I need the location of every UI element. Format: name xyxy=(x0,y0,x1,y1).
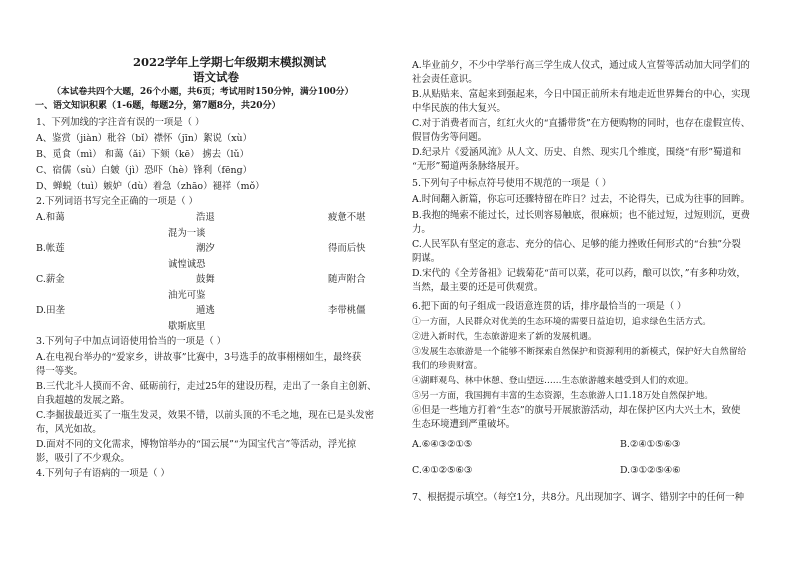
q1-option-a: A、鉴赏（jiàn）秕谷（bǐ）襟怀（jīn）絮说（xù） xyxy=(36,133,252,144)
q5-option-b-line2: 力。 xyxy=(412,224,431,235)
q3-option-d-line2: 影，吸引了不少观众。 xyxy=(36,453,130,464)
q4-option-c-line2: 假冒伪劣等问题。 xyxy=(412,132,488,143)
q3-option-b-line1: B.三代北斗人摸而不舍、砥砺前行，走过25年的建设历程，走出了一条自主创新、 xyxy=(36,381,377,392)
q6-sentence-2: ②进入新时代，生态旅游迎来了新的发展机遇。 xyxy=(412,332,597,342)
q6-sentence-6-line1: ⑥但是一些地方打着“生态”的旗号开展旅游活动，却在保护区内大兴土木，致使 xyxy=(412,405,741,416)
q5-option-a: A.时间翻入新篇，你忘可还骤特留在昨日？过去，不论得失，已成为往事的回眸。 xyxy=(412,194,750,205)
q2-d-word1: D.田垄 xyxy=(36,305,65,316)
q6-sentence-1: ①一方面，人民群众对优美的生态环境的需要日益迫切，追求绿色生活方式。 xyxy=(412,317,712,327)
q2-a-word2: 浩退 xyxy=(196,212,215,223)
q2-c-word1: C.薪金 xyxy=(36,274,65,285)
q3-option-c-line2: 布，风光如故。 xyxy=(36,424,102,435)
q2-c-word3: 随声附合 xyxy=(328,274,366,285)
q3-option-b-line2: 自我超越的发展之路。 xyxy=(36,395,130,406)
q4-option-a-line2: 社会责任意识。 xyxy=(412,74,478,85)
q2-d-word2: 遁逃 xyxy=(196,305,215,316)
q2-a-word1: A.和蔼 xyxy=(36,212,65,223)
q2-d-word3: 李带桃僵 xyxy=(328,305,366,316)
q6-option-d: D.③①②⑤④⑥ xyxy=(620,465,681,476)
q1-option-b: B、觅食（mì） 和蔼（ǎi）下颏（kē） 掳去（lǔ） xyxy=(36,149,249,160)
q2-c-word4: 油光可鉴 xyxy=(168,290,206,301)
q2-c-word2: 鼓舞 xyxy=(196,274,215,285)
q5-stem: 5.下列句子中标点符号使用不规范的一项是（ ） xyxy=(412,178,612,189)
q2-b-word4: 诚惶诚恐 xyxy=(168,259,206,270)
q6-option-c: C.④①②⑤⑥③ xyxy=(412,465,473,476)
q6-option-b: B.②④①⑤⑥③ xyxy=(620,439,681,450)
q1-stem: 1、下列加线的字注音有误的一项是（ ） xyxy=(36,117,205,128)
exam-subtitle: 语文试卷 xyxy=(193,70,239,84)
q2-a-word3: 疲惫不堪 xyxy=(328,212,366,223)
q5-option-b-line1: B.我抱的绳索不能过长，过长则容易触底，很麻烦；也不能过短，过短则沉，更费 xyxy=(412,210,750,221)
q6-sentence-5: ⑤另一方面，我国拥有丰富的生态资源，生态旅游人口1.18万处自然保护地。 xyxy=(412,391,714,401)
q6-sentence-3-line1: ③发展生态旅游是一个能够不断探索自然保护和资源利用的新模式，保护好大自然留给 xyxy=(412,347,747,357)
q5-option-d-line1: D.宋代的《全芳备祖》记载菊花“苗可以菜，花可以药，酿可以饮，”有多种功效， xyxy=(412,268,746,279)
q7-stem: 7、根据提示填空。（每空1分，共8分。凡出现加字、调字、错别字中的任何一种 xyxy=(412,492,744,503)
exam-title: 2022学年上学期七年级期末模拟测试 xyxy=(133,55,327,69)
section-heading: 一、语文知识积累（1-6题，每题2分，第7题8分，共20分） xyxy=(35,101,281,111)
q4-option-c-line1: C.对于消费者而言，红红火火的“直播带货”在方便购物的同时，也存在虚假宣传、 xyxy=(412,118,751,129)
q6-sentence-6-line2: 生态环境遭到严重破坏。 xyxy=(412,419,516,430)
q2-d-word4: 歇斯底里 xyxy=(168,321,206,332)
q2-stem: 2.下列词语书写完全正确的一项是（ ） xyxy=(36,196,198,207)
exam-note: （本试卷共四个大题，26个小题，共6页；考试用时150分钟，满分100分） xyxy=(52,87,354,97)
q4-option-b-line1: B.从贴贴来、富起来到强起来，今日中国正前所未有地走近世界舞台的中心，实现 xyxy=(412,89,750,100)
q3-option-c-line1: C.李掘拔最近买了一瓶生发灵，效果不错，以前头顶的不毛之地，现在已是头发密 xyxy=(36,410,374,421)
q6-sentence-4: ④湖畔观鸟、林中休憩、登山望远……生态旅游越来越受到人们的欢迎。 xyxy=(412,376,694,386)
q4-option-d-line2: “无形”蜀道两条脉络展开。 xyxy=(412,161,525,172)
q1-option-c: C、宿儒（sù）白皴（jì）恐吓（hè）锋利（fēng） xyxy=(36,165,252,176)
q1-option-d: D、蝉蜕（tuì）嫉妒（dù）着急（zhāo）褪祥（mǒ） xyxy=(36,181,265,192)
q6-option-a: A.⑥④③②①⑤ xyxy=(412,439,473,450)
q3-option-a-line2: 得一等奖。 xyxy=(36,366,83,377)
q6-stem: 6.把下面的句子组成一段语意连贯的话，排序最恰当的一项是（ ） xyxy=(412,301,687,312)
q4-option-d-line1: D.纪录片《爱涵风流》从人文、历史、自然、现实几个维度，围绕“有形”蜀道和 xyxy=(412,147,742,158)
q3-option-a-line1: A.在电视台举办的“爱家乡，讲故事”比赛中，3号选手的故事栩栩如生，最终获 xyxy=(36,352,362,363)
q2-b-word1: B.帐莲 xyxy=(36,243,65,254)
q3-stem: 3.下列句子中加点词语使用恰当的一项是（ ） xyxy=(36,336,227,347)
q2-a-word4: 混为一谈 xyxy=(168,228,206,239)
q4-option-b-line2: 中华民族的伟大复兴。 xyxy=(412,103,506,114)
q5-option-c-line2: 阴谋。 xyxy=(412,253,441,264)
q5-option-d-line2: 当然，最主要的还是可供观赏。 xyxy=(412,282,544,293)
q4-option-a-line1: A.毕业前夕，不少中学举行高三学生成人仪式，通过成人宣誓等活动加大同学们的 xyxy=(412,60,750,71)
q6-sentence-3-line2: 我们的珍贵财富。 xyxy=(412,361,483,371)
q3-option-d-line1: D.面对不同的文化需求，博物馆举办的“国云展”“为国宝代言”等活动，浮光掠 xyxy=(36,439,356,450)
q5-option-c-line1: C.人民军队有坚定的意志、充分的信心、足够的能力挫败任何形式的“台独”分裂 xyxy=(412,239,741,250)
q2-b-word3: 得而后快 xyxy=(328,243,366,254)
q2-b-word2: 潮汐 xyxy=(196,243,215,254)
q4-stem: 4.下列句子有语病的一项是（ ） xyxy=(36,468,170,479)
